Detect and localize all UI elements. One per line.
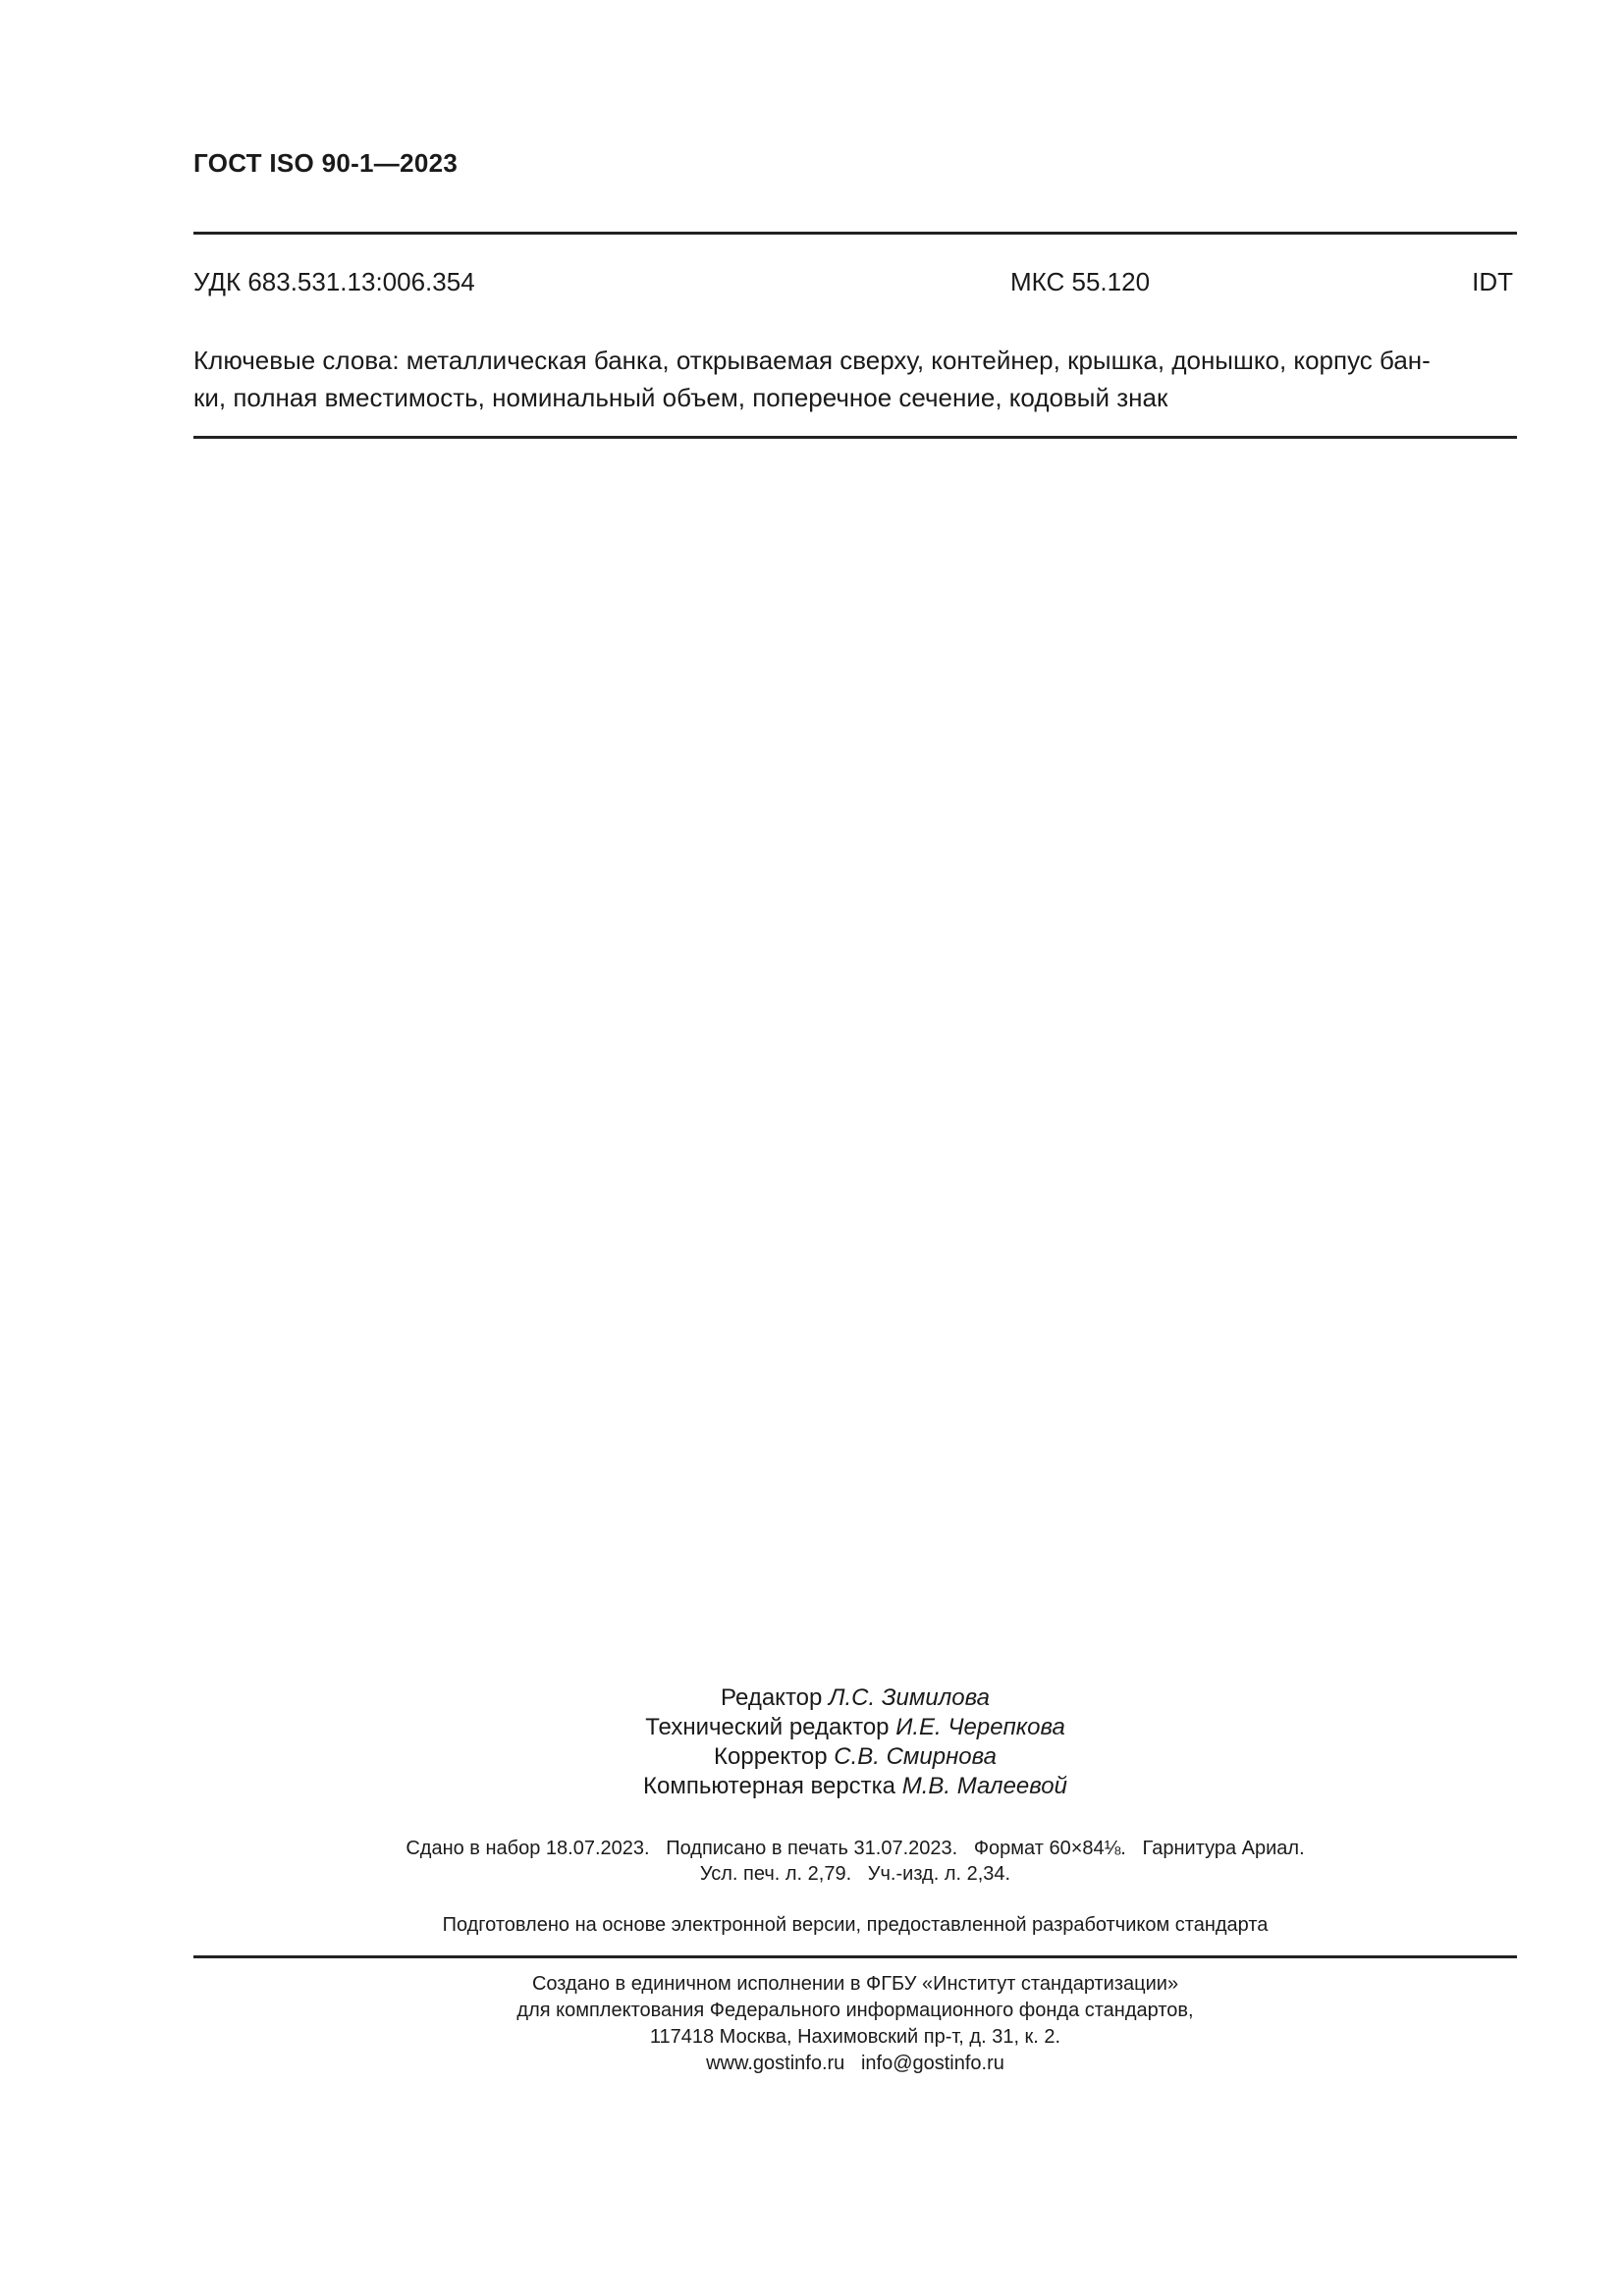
divider-footer bbox=[193, 1955, 1517, 1958]
mks-code: МКС 55.120 bbox=[1010, 267, 1151, 296]
credit-role: Компьютерная верстка bbox=[643, 1773, 902, 1799]
prepared-note: Подготовлено на основе электронной версии, предоставленной разработчиком стандарта bbox=[442, 1914, 1269, 1936]
keywords-paragraph bbox=[193, 342, 1517, 416]
credit-role: Редактор bbox=[721, 1684, 830, 1711]
imprint-block bbox=[193, 1836, 1517, 1887]
udk-code: УДК 683.531.13:006.354 bbox=[193, 267, 475, 296]
credit-tech-editor bbox=[193, 1713, 1517, 1742]
idt-label: IDT bbox=[1472, 267, 1513, 296]
divider-keywords bbox=[193, 436, 1517, 439]
credit-editor bbox=[193, 1683, 1517, 1713]
credit-name: И.Е. Черепкова bbox=[895, 1714, 1065, 1740]
publisher-footer bbox=[193, 1971, 1517, 2077]
credits-block bbox=[193, 1683, 1517, 1801]
keywords-line-1: Ключевые слова: металлическая банка, открываемая сверху, контейнер, крышка, донышко, корпус бан- bbox=[193, 346, 1431, 375]
classification-row bbox=[193, 267, 1517, 300]
credit-name: С.В. Смирнова bbox=[834, 1743, 997, 1770]
credit-name: М.В. Малеевой bbox=[901, 1773, 1067, 1799]
document-code: ГОСТ ISO 90-1—2023 bbox=[193, 148, 459, 178]
credit-proofreader bbox=[193, 1742, 1517, 1772]
divider-top bbox=[193, 232, 1517, 235]
footer-line-2: для комплектования Федерального информационного фонда стандартов, bbox=[516, 2000, 1194, 2021]
credit-name: Л.С. Зимилова bbox=[829, 1684, 990, 1711]
imprint-line-1: Сдано в набор 18.07.2023. Подписано в печать 31.07.2023. Формат 60×84⅛. Гарнитура Ариал. bbox=[406, 1838, 1305, 1859]
imprint-line-2: Усл. печ. л. 2,79. Уч.-изд. л. 2,34. bbox=[699, 1863, 1011, 1885]
footer-line-1: Создано в единичном исполнении в ФГБУ «Институт стандартизации» bbox=[531, 1973, 1179, 1995]
credit-role: Технический редактор bbox=[645, 1714, 896, 1740]
footer-line-4: www.gostinfo.ru info@gostinfo.ru bbox=[706, 2053, 1004, 2074]
credit-role: Корректор bbox=[714, 1743, 835, 1770]
footer-line-3: 117418 Москва, Нахимовский пр-т, д. 31, к. 2. bbox=[649, 2026, 1061, 2048]
credit-layout bbox=[193, 1772, 1517, 1801]
keywords-line-2: ки, полная вместимость, номинальный объем, поперечное сечение, кодовый знак bbox=[193, 383, 1168, 412]
